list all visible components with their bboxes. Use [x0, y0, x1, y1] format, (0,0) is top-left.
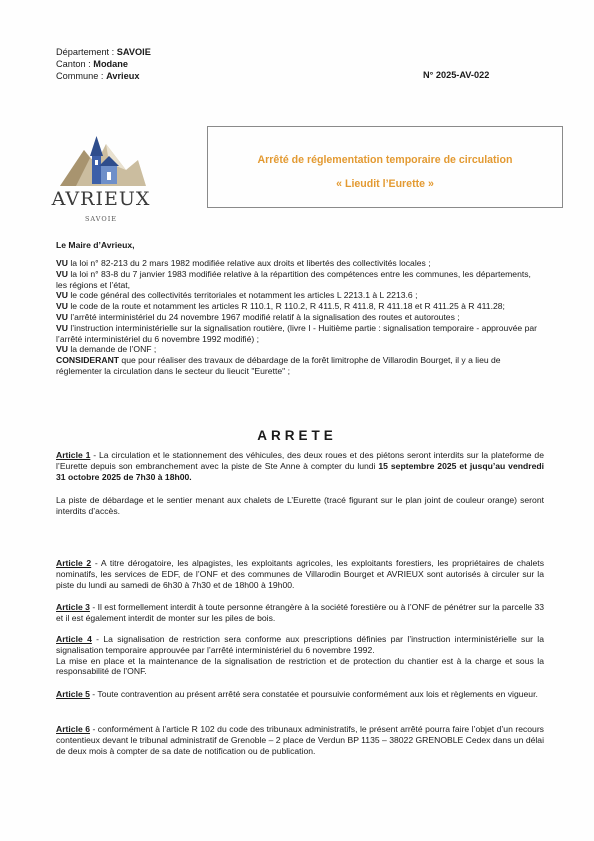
- commune-label: Commune :: [56, 71, 104, 81]
- mountain-church-icon: [46, 126, 156, 192]
- vu-item: VU l’instruction interministérielle sur la signalisation routière, (livre I - Huitième partie : signalisation temporaire - approuvée par l’arrêté interministériel du 6 novembre 1992 modifié) ;: [56, 322, 537, 344]
- vu-item: VU la loi n° 83-8 du 7 janvier 1983 modifiée relative à la répartition des compétences entre les communes, les départements, les régions et l’état,: [56, 268, 531, 290]
- article-2: Article 2 - A titre dérogatoire, les alpagistes, les exploitants agricoles, les exploitants forestiers, les propriétaires de chalets nominatifs, les services de EDF, de l’ONF et des communes de Villarodin Bourget et AVRIEUX sont autorisés à circuler sur la piste du lundi au samedi de 6h30 à 7h30 et de 18h00 à 19h00.: [56, 558, 544, 590]
- commune-logo: [46, 126, 156, 236]
- article-1-paragraph-2: La piste de débardage et le sentier menant aux chalets de L’Eurette (tracé figurant sur le plan joint de couleur orange) seront interdits d’accès.: [56, 495, 544, 516]
- vu-item: VU l’arrêté interministériel du 24 novembre 1967 modifié relatif à la signalisation des routes et autoroutes ;: [56, 311, 460, 322]
- dept-label: Département :: [56, 47, 115, 57]
- legal-considerations: [56, 258, 542, 377]
- arrete-heading: ARRETE: [257, 428, 337, 443]
- article-3-heading: Article 3: [56, 602, 90, 612]
- decree-reference: N° 2025-AV-022: [423, 70, 490, 80]
- article-5-heading: Article 5: [56, 689, 90, 699]
- administrative-header: [56, 46, 151, 82]
- article-1-heading: Article 1: [56, 450, 91, 460]
- article-2-heading: Article 2: [56, 558, 92, 568]
- logo-subtitle: SAVOIE: [84, 215, 118, 223]
- vu-item: VU le code de la route et notamment les articles R 110.1, R 110.2, R 411.5, R 411.8, R 411.18 et R 411.25 à R 411.28;: [56, 301, 505, 312]
- canton-label: Canton :: [56, 59, 91, 69]
- article-1: Article 1 - La circulation et le stationnement des véhicules, des deux roues et des piétons seront interdits sur la plateforme de l’Eurette depuis son embranchement avec la piste de Ste Anne à compter du lundi 15 septembre 2025 et jusqu’au vendredi 31 octobre 2025 de 7h30 à 18h00.: [56, 450, 544, 482]
- article-6: Article 6 - conformément à l’article R 102 du code des tribunaux administratifs, le présent arrêté pourra faire l’objet d’un recours contentieux devant le tribunal administratif de Grenoble – 2 place de Verdun BP 1135 – 38022 GRENOBLE Cedex dans un délai de deux mois à compter de sa date de notification ou de publication.: [56, 724, 544, 756]
- logo-wordmark: AVRIEUX: [51, 188, 151, 210]
- article-6-heading: Article 6: [56, 724, 90, 734]
- article-5: Article 5 - Toute contravention au présent arrêté sera constatée et poursuivie conformément aux lois et règlements en vigueur.: [56, 689, 538, 699]
- considerant-item: CONSIDERANT que pour réaliser des travaux de débardage de la forêt limitrophe de Villarodin Bourget, il y a lieu de réglementer la circulation dans le secteur du lieucit "Eurette" ;: [56, 355, 501, 376]
- vu-item: VU la demande de l’ONF ;: [56, 344, 157, 355]
- decree-subtitle: « Lieudit l’Eurette »: [336, 178, 434, 190]
- vu-item: VU le code général des collectivités territoriales et notamment les articles L 2213.1 à L 2213.6 ;: [56, 290, 418, 301]
- article-4: Article 4 - La signalisation de restriction sera conforme aux prescriptions définies par l’instruction interministérielle sur la signalisation temporaire approuvée par l’arrêté interministériel du 6 novembre 1992. La mise en place et la maintenance de la signalisation de restriction et de protection du chantier est à la charge et sous la responsabilité de l’ONF.: [56, 634, 544, 677]
- canton-value: Modane: [93, 59, 129, 69]
- dept-value: SAVOIE: [116, 47, 151, 57]
- article-1-dates: 15 septembre 2025 et jusqu’au vendredi 31 octobre 2025 de 7h30 à 18h00.: [56, 460, 544, 482]
- decree-title: Arrêté de réglementation temporaire de circulation: [257, 154, 513, 166]
- vu-item: VU la loi n° 82-213 du 2 mars 1982 modifiée relative aux droits et libertés des collectivités locales ;: [56, 258, 431, 268]
- article-3: Article 3 - Il est formellement interdit à toute personne étrangère à la société forestière ou à l’ONF de pénétrer sur la parcelle 33 et il est également interdit de monter sur les piles de bois.: [56, 602, 545, 623]
- article-4-paragraph-2: La mise en place et la maintenance de la signalisation de restriction et de protection du chantier est à la charge et sous la responsabilité de l’ONF.: [56, 655, 544, 677]
- mayor-intro: Le Maire d’Avrieux,: [56, 240, 135, 250]
- article-4-heading: Article 4: [56, 634, 92, 644]
- decree-title-box: [207, 126, 563, 208]
- commune-value: Avrieux: [106, 71, 140, 81]
